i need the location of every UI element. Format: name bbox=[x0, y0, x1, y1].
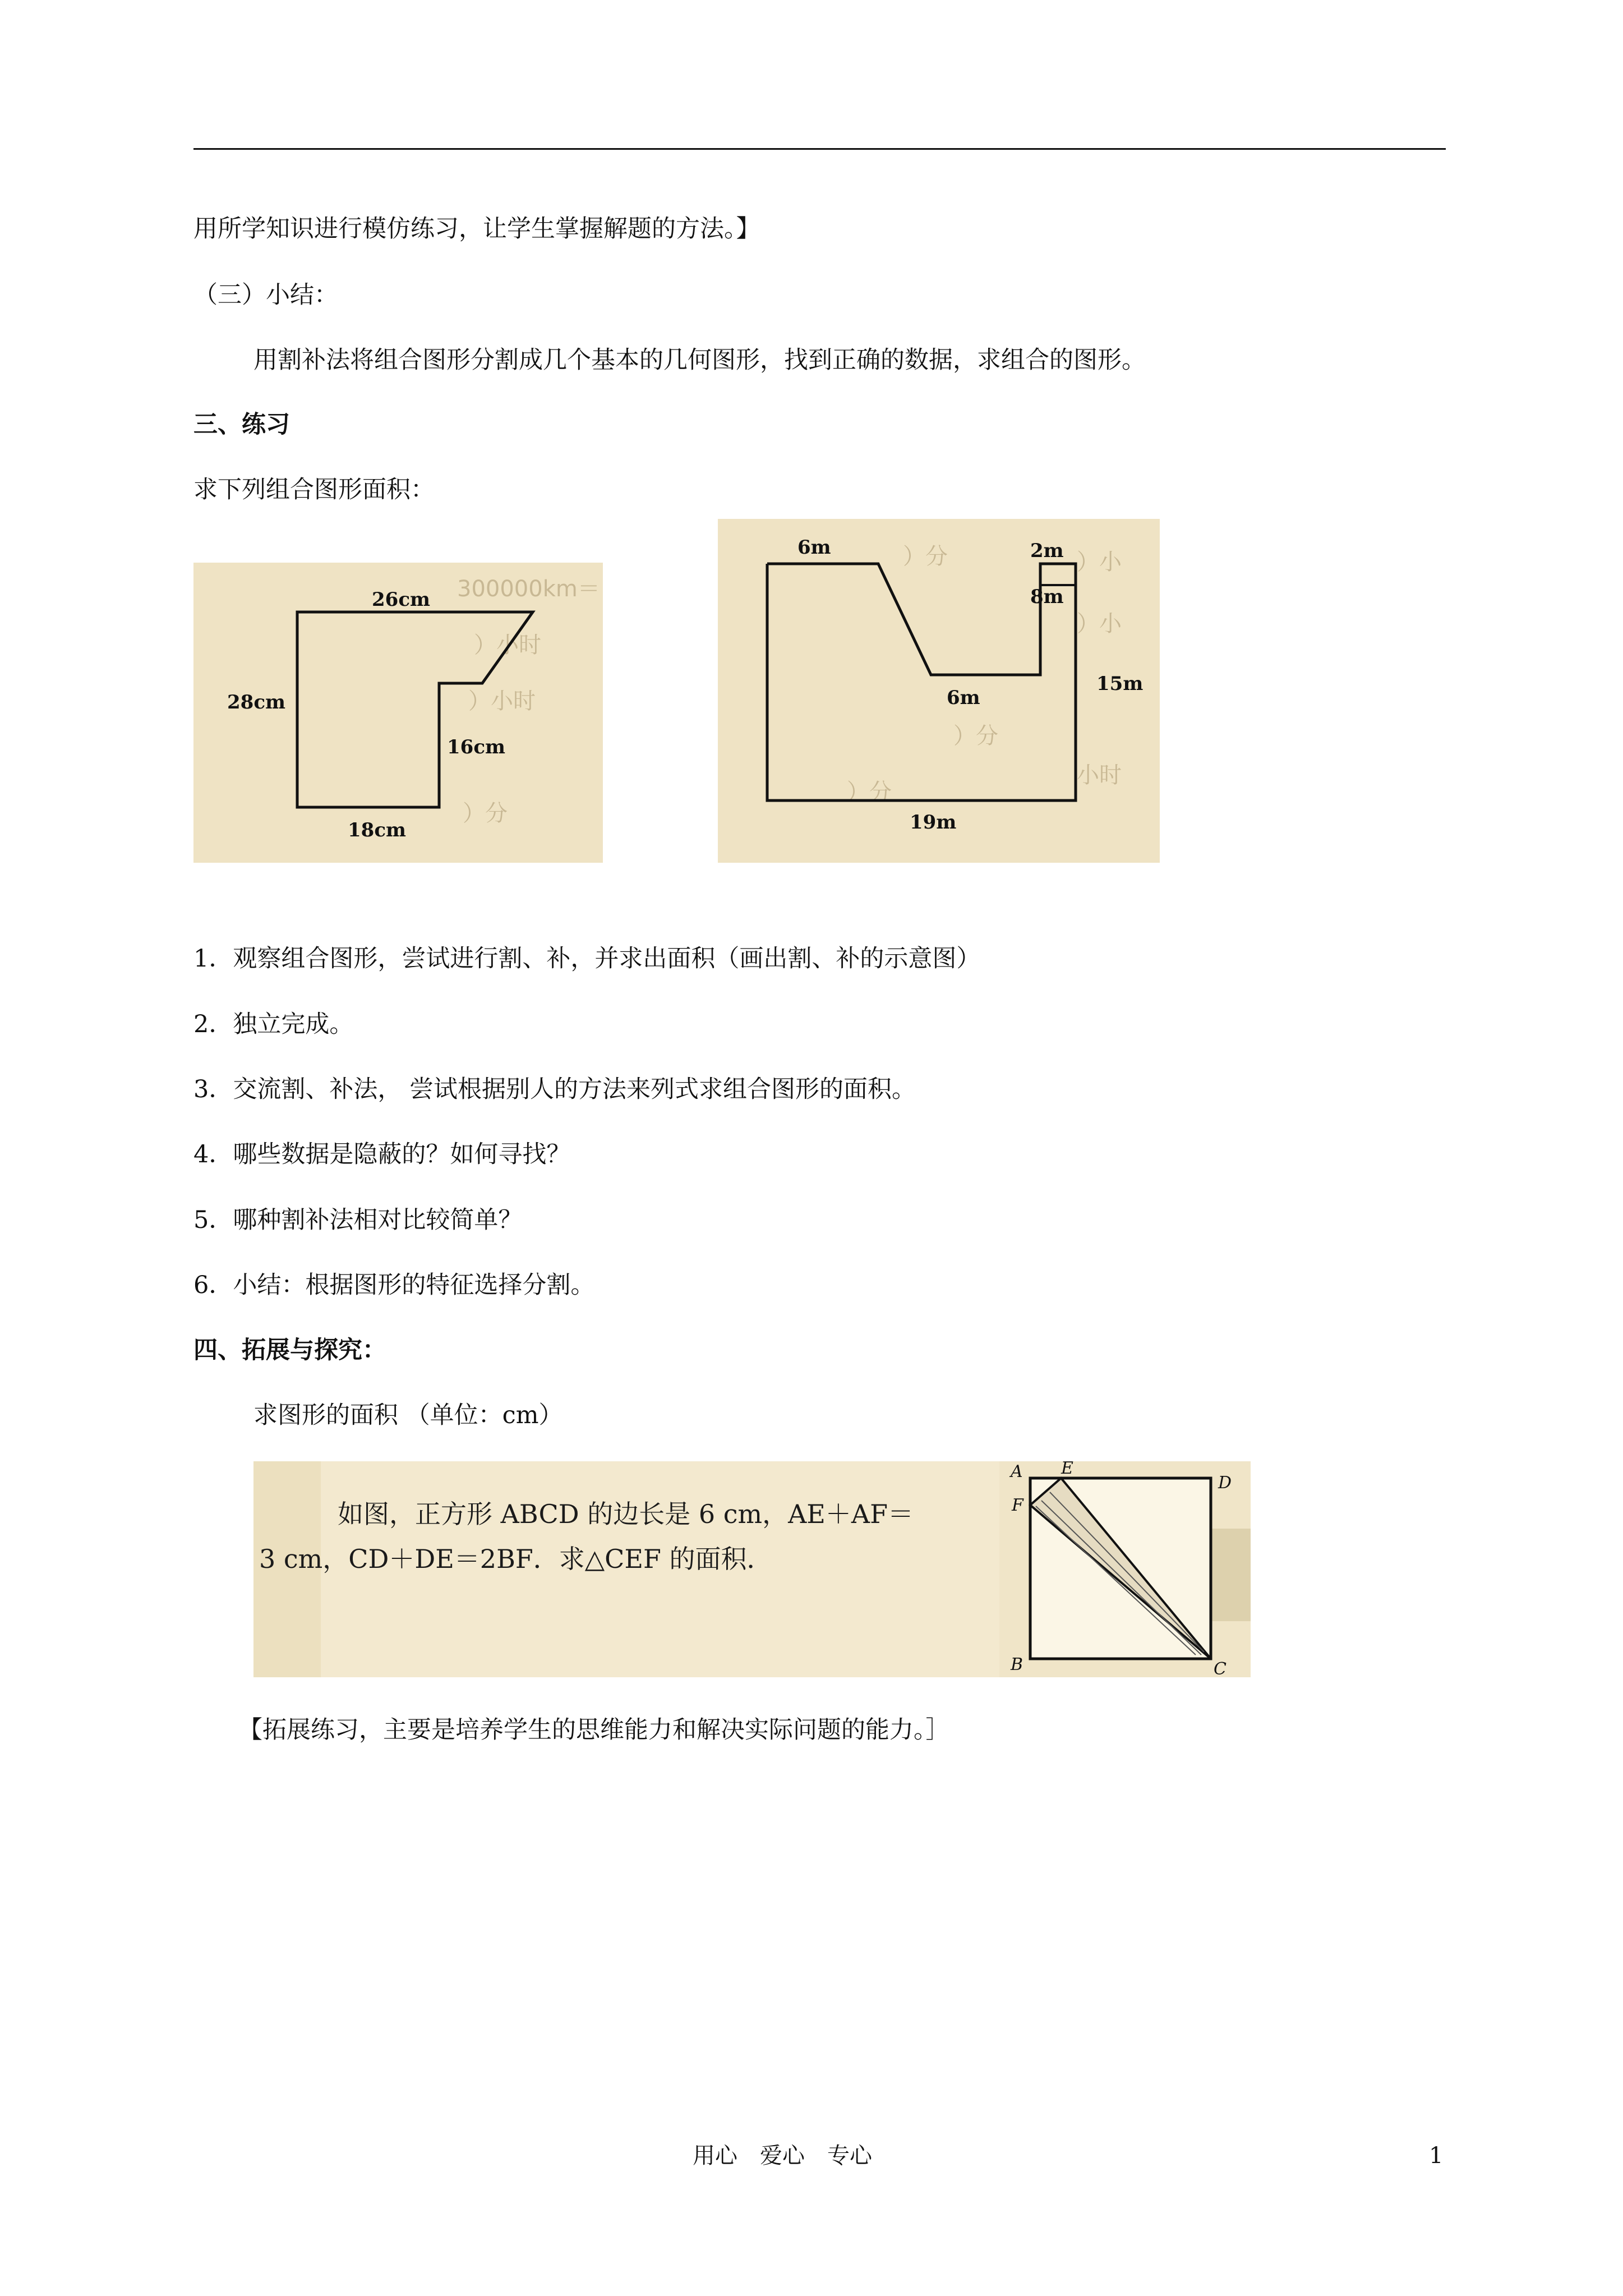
svg-text:300000km＝: 300000km＝ bbox=[457, 576, 600, 602]
svg-text:）小: ）小 bbox=[1077, 611, 1122, 637]
summary-heading: （三）小结： bbox=[193, 281, 338, 309]
problem-diagram bbox=[253, 1461, 1251, 1677]
vertex-f: F bbox=[1012, 1496, 1023, 1515]
figure1-bottom-label: 18cm bbox=[348, 819, 406, 841]
figure2-middle-label: 6m bbox=[947, 687, 980, 709]
vertex-d: D bbox=[1218, 1473, 1232, 1493]
figure2-top-right-label: 2m bbox=[1030, 540, 1064, 562]
figure2-bottom-label: 19m bbox=[910, 811, 957, 834]
extension-note: 【拓展练习，主要是培养学生的思维能力和解决实际问题的能力。］ bbox=[238, 1716, 950, 1744]
vertex-b: B bbox=[1011, 1655, 1023, 1674]
svg-text:）小时: ）小时 bbox=[468, 688, 536, 714]
figure2-scan bbox=[718, 519, 1160, 863]
problem-line-2: 3 cm，CD＋DE＝2BF．求△CEF 的面积． bbox=[259, 1544, 773, 1574]
extension-prompt: 求图形的面积 （单位：cm） bbox=[253, 1401, 563, 1429]
step-4: 4．哪些数据是隐蔽的？如何寻找？ bbox=[193, 1140, 571, 1168]
summary-text: 用割补法将组合图形分割成几个基本的几何图形，找到正确的数据，求组合的图形。 bbox=[253, 346, 1146, 374]
vertex-e: E bbox=[1061, 1461, 1073, 1478]
header-rule bbox=[193, 148, 1446, 150]
vertex-c: C bbox=[1214, 1659, 1227, 1677]
section3-heading: 三、练习 bbox=[193, 411, 290, 439]
continuation-text: 用所学知识进行模仿练习，让学生掌握解题的方法。】 bbox=[193, 215, 760, 243]
figure2-inner-right-label: 8m bbox=[1030, 586, 1064, 608]
figure1-right-label: 16cm bbox=[447, 736, 505, 758]
figure1-top-label: 26cm bbox=[372, 588, 430, 611]
svg-text:）小: ）小 bbox=[1077, 549, 1122, 575]
svg-text:）分: ）分 bbox=[953, 723, 998, 749]
figure2-right-label: 15m bbox=[1096, 673, 1144, 695]
figure1-diagram bbox=[193, 563, 603, 863]
svg-text:）分: ）分 bbox=[463, 800, 508, 826]
figure2-diagram bbox=[718, 519, 1160, 863]
footer-motto: 用心 爱心 专心 bbox=[693, 2143, 872, 2169]
vertex-a: A bbox=[1011, 1462, 1023, 1481]
svg-text:）分: ）分 bbox=[903, 544, 948, 569]
step-5: 5．哪种割补法相对比较简单？ bbox=[193, 1206, 523, 1234]
section4-heading: 四、拓展与探究： bbox=[193, 1336, 386, 1364]
step-6: 6．小结：根据图形的特征选择分割。 bbox=[193, 1271, 595, 1299]
step-2: 2．独立完成。 bbox=[193, 1010, 354, 1038]
step-1: 1．观察组合图形，尝试进行割、补，并求出面积（画出割、补的示意图） bbox=[193, 945, 981, 973]
svg-text:小时: 小时 bbox=[1077, 762, 1122, 788]
problem-scan bbox=[253, 1461, 1251, 1677]
step-3: 3．交流割、补法， 尝试根据别人的方法来列式求组合图形的面积。 bbox=[193, 1075, 916, 1103]
page-number: 1 bbox=[1429, 2143, 1444, 2169]
figure1-left-label: 28cm bbox=[227, 691, 285, 714]
exercise-prompt: 求下列组合图形面积： bbox=[193, 476, 435, 504]
svg-text:）小时: ）小时 bbox=[474, 632, 541, 658]
figure1-scan bbox=[193, 563, 603, 863]
figure2-top-left-label: 6m bbox=[797, 536, 831, 559]
problem-line-1: 如图，正方形 ABCD 的边长是 6 cm，AE＋AF＝ bbox=[338, 1499, 914, 1529]
svg-text:）分: ）分 bbox=[847, 779, 892, 805]
